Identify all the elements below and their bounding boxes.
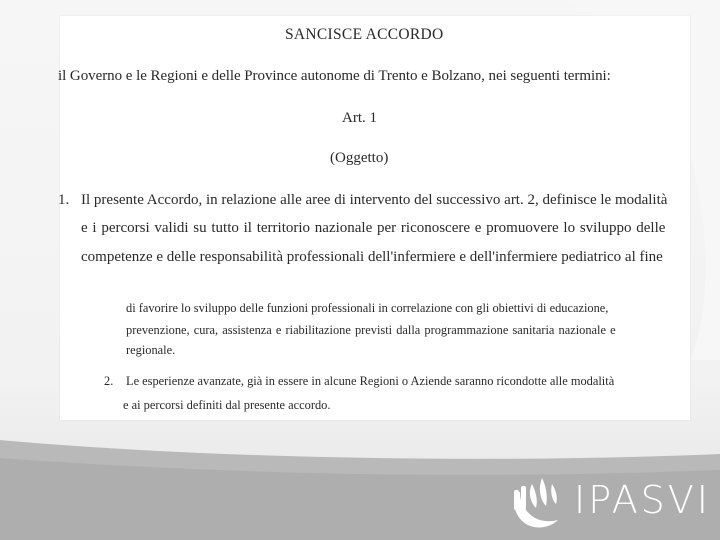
item2-line: e ai percorsi definiti dal presente accordo. [123,398,331,412]
item1-continuation-line: regionale. [126,343,176,357]
item2-number: 2. [104,374,114,388]
ipasvi-logo-text: IPASVI [574,478,712,522]
article-subtitle: (Oggetto) [330,150,389,166]
article-title: Art. 1 [342,110,377,126]
item1-continuation-line: di favorire lo sviluppo delle funzioni professionali in correlazione con gli obiettivi di educazione, [126,301,609,315]
item1-number: 1. [58,192,70,208]
item1-line: e i percorsi validi su tutto il territorio nazionale per riconoscere e promuovere lo sviluppo delle [81,220,666,236]
item2-line: Le esperienze avanzate, già in essere in alcune Regioni o Aziende saranno ricondotte alle modalità [126,374,615,388]
document-heading: SANCISCE ACCORDO [285,26,444,43]
document-intro: il Governo e le Regioni e delle Province autonome di Trento e Bolzano, nei seguenti termini: [58,68,611,84]
item1-line: competenze e delle responsabilità professionali dell'infermiere e dell'infermiere pediatrico al fine [81,249,663,265]
item1-continuation-line: prevenzione, cura, assistenza e riabilitazione previsti dalla programmazione sanitaria nazionale e [126,323,616,337]
item1-line: Il presente Accordo, in relazione alle aree di intervento del successivo art. 2, definisce le modalità [81,192,668,208]
document-scan [60,16,690,420]
